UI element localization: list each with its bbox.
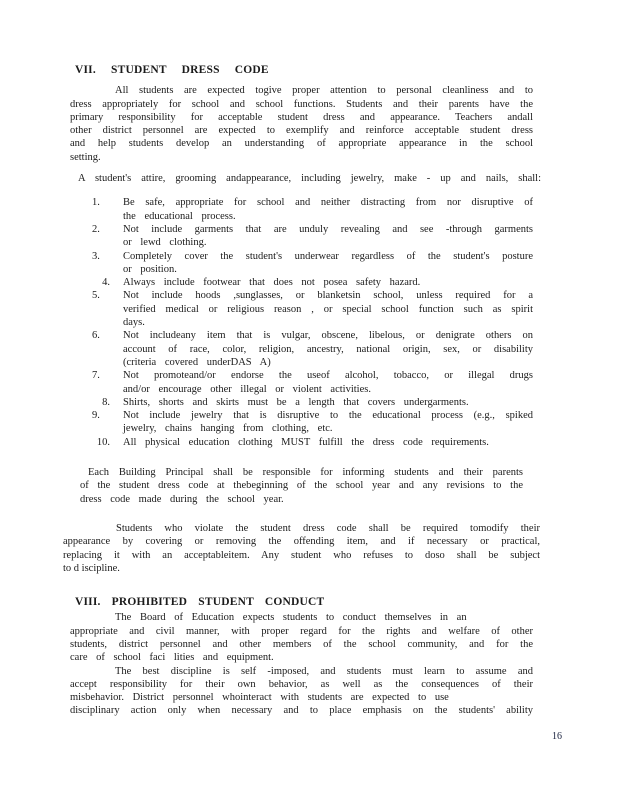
list-item-number: 6.	[92, 330, 100, 342]
text-line: days.	[123, 317, 145, 329]
text-line: or lewd clothing.	[123, 237, 207, 249]
text-line: students, district personnel and other members of the school community, and for the	[70, 638, 533, 650]
list-item	[70, 250, 533, 277]
text-line: Not include jewelry that is disruptive to the educational process (e.g., spiked 9.	[92, 410, 533, 422]
discipline-para	[70, 665, 533, 718]
text-line: setting.	[70, 151, 101, 163]
list-item	[70, 289, 533, 329]
text-line: account of race, color, religion, ancestry, national origin, sex, or disability	[123, 343, 533, 355]
text-line: Each Building Principal shall be responsible for informing students and their parents	[88, 467, 523, 479]
text-line: and/or encourage other illegal or violent activities.	[123, 383, 371, 395]
text-line: Students who violate the student dress code shall be required tomodify their	[116, 522, 540, 534]
text-line: or position.	[123, 263, 177, 275]
text-line: and help students develop an understanding of appropriate appearance in the school	[70, 138, 533, 150]
list-item	[70, 223, 533, 250]
document-content	[63, 64, 541, 718]
attire-line	[78, 172, 541, 185]
text-line: (criteria covered underDAS A)	[123, 356, 271, 368]
text-line: misbehavior. District personnel whointeract with students are expected to use	[70, 692, 449, 704]
list-item-number: 1.	[92, 197, 100, 209]
text-line: of the student dress code at thebeginning of the school year and any revisions to the	[80, 480, 523, 492]
list-item	[70, 396, 533, 409]
list-item-number: 4.	[102, 277, 110, 289]
text-line: appearance by covering or removing the offending item, and if necessary or practical,	[63, 536, 540, 548]
text-line: accept responsibility for their own behavior, as well as the consequences of their	[70, 678, 533, 690]
list-item-number: 10.	[96, 436, 110, 448]
text-line: The Board of Education expects students to conduct themselves in an	[115, 612, 467, 624]
text-line: appropriate and civil manner, with proper regard for the rights and welfare of other	[70, 625, 533, 637]
text-line: The best discipline is self -imposed, and students must learn to assume and	[115, 665, 533, 677]
text-line: Not promoteand/or endorse the useof alcohol, tobacco, or illegal drugs 7.	[92, 370, 533, 382]
text-line: verified medical or religious reason , or special school function such as spirit	[123, 303, 533, 315]
list-item-number: 7.	[92, 370, 100, 382]
list-item	[70, 369, 533, 396]
text-line: Always include footwear that does not posea safety hazard. 4.	[70, 276, 533, 289]
text-line: Shirts, shorts and skirts must be a length that covers undergarments. 8.	[70, 396, 533, 409]
text-line: care of school faci lities and equipment.	[70, 652, 274, 664]
violation-para	[63, 522, 540, 575]
text-line: All students are expected togive proper attention to personal cleanliness and to	[115, 85, 533, 97]
text-line: dress appropriately for school and school functions. Students and their parents have the	[70, 98, 533, 110]
text-line: Completely cover the student's underwear regardless of the student's posture 3.	[92, 250, 533, 262]
text-line: A student's attire, grooming andappearance, including jewelry, make - up and nails, shall:	[78, 173, 541, 185]
text-line: Be safe, appropriate for school and neither distracting from nor disruptive of 1.	[92, 197, 533, 209]
list-item	[70, 436, 533, 449]
text-line: replacing it with an acceptableitem. Any student who refuses to doso shall be subject	[63, 549, 540, 561]
section7-heading: VII. STUDENT DRESS CODE	[75, 64, 269, 76]
list-item	[70, 196, 533, 223]
list-item	[70, 409, 533, 436]
section8-heading: VIII. PROHIBITED STUDENT CONDUCT	[75, 596, 325, 609]
text-line: to d iscipline.	[63, 562, 120, 574]
list-item	[70, 329, 533, 369]
list-item-number: 9.	[92, 410, 100, 422]
text-line: Not include garments that are unduly revealing and see -through garments 2.	[92, 223, 533, 235]
section7-intro	[70, 84, 533, 164]
text-line: jewelry, chains hanging from clothing, etc.	[123, 423, 333, 435]
text-line: the educational process.	[123, 210, 236, 222]
text-line: Not include hoods ,sunglasses, or blanketsin school, unless required for a 5.	[92, 290, 533, 302]
list-item-number: 5.	[92, 290, 100, 302]
list-item	[70, 276, 533, 289]
text-line: Not includeany item that is vulgar, obscene, libelous, or denigrate others on 6.	[92, 330, 533, 342]
text-line: All physical education clothing MUST fulfill the dress code requirements. 10.	[70, 436, 533, 449]
list-item-number: 8.	[102, 396, 110, 408]
list-item-number: 2.	[92, 223, 100, 235]
dress-code-list	[70, 196, 533, 449]
list-item-number: 3.	[92, 250, 100, 262]
text-line: primary responsibility for acceptable student dress and appearance. Teachers andall	[70, 111, 533, 123]
text-line: dress code made during the school year.	[80, 493, 284, 505]
principal-para	[80, 466, 523, 506]
page-number: 16	[552, 731, 562, 742]
conduct-para	[70, 611, 533, 664]
text-line: other district personnel are expected to exemplify and reinforce acceptable student dress	[70, 125, 533, 137]
text-line: disciplinary action only when necessary and to place emphasis on the students' ability	[70, 705, 533, 717]
